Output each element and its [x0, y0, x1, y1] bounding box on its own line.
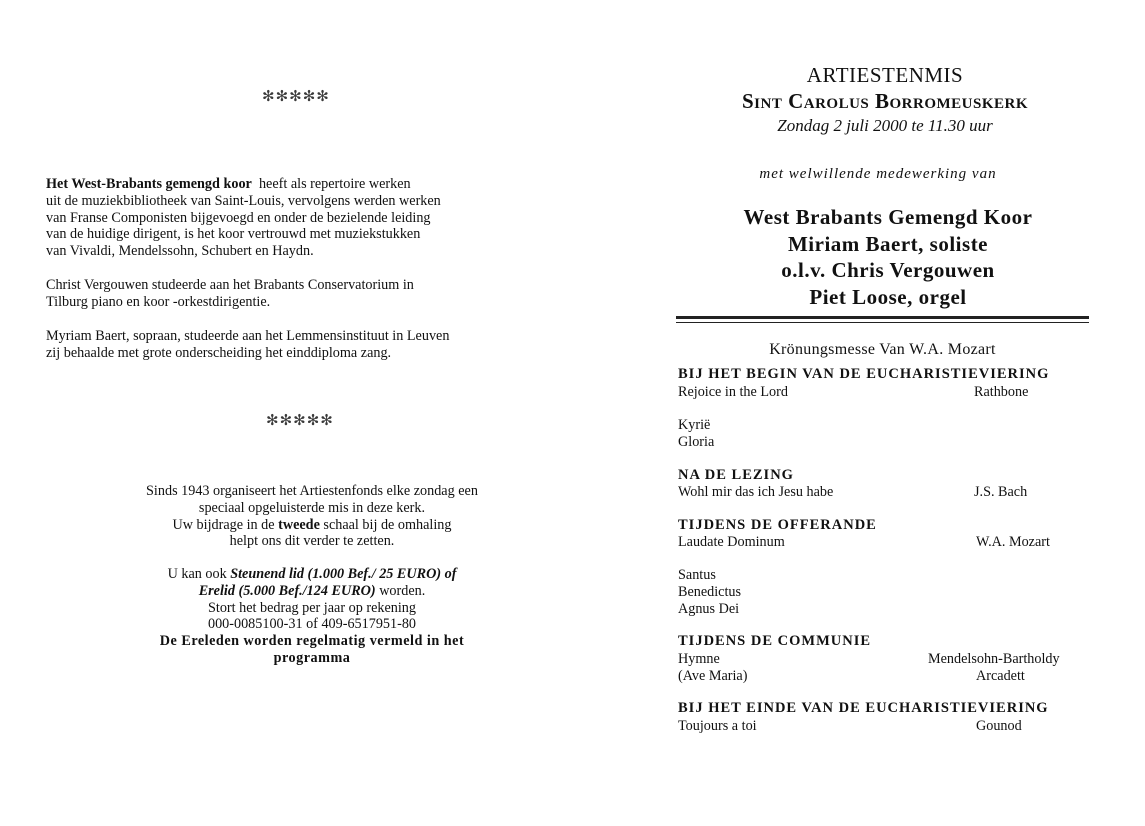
- piece-title: (Ave Maria): [678, 668, 748, 684]
- fund-line-3: [56, 517, 568, 534]
- support-line-2-emph: Erelid (5.000 Bef./124 EURO): [198, 582, 376, 599]
- choir-line-1-text: heeft als repertoire werken: [258, 176, 411, 192]
- mass-title: Krönungsmesse Van W.A. Mozart: [769, 341, 996, 358]
- fund-line-4: helpt ons dit verder te zetten.: [229, 533, 395, 550]
- piece-composer: Rathbone: [974, 384, 1029, 400]
- support-line-2-post: worden.: [375, 582, 426, 599]
- event-date: Zondag 2 juli 2000 te 11.30 uur: [777, 116, 993, 135]
- support-line-1: [56, 566, 568, 583]
- choir-paragraph: [46, 176, 526, 260]
- section-heading-einde: BIJ HET EINDE VAN DE EUCHARISTIEVIERING: [678, 700, 1049, 716]
- piece-title: Santus: [678, 567, 716, 583]
- section-heading-communie: TIJDENS DE COMMUNIE: [678, 633, 872, 649]
- piece-composer: Mendelsohn-Bartholdy: [928, 651, 1060, 667]
- support-line-5: De Ereleden worden regelmatig vermeld in het: [159, 633, 465, 650]
- piece-title: Hymne: [678, 651, 720, 667]
- support-paragraph: [56, 566, 568, 667]
- intro-line: met welwillende medewerking van: [759, 166, 997, 182]
- stars-divider-top: ✻✻✻✻✻: [262, 87, 330, 105]
- piece-title: Toujours a toi: [678, 718, 757, 734]
- fund-line-2: speciaal opgeluisterde mis in deze kerk.: [198, 499, 426, 516]
- choir-line-5: van Vivaldi, Mendelssohn, Schubert en Haydn.: [46, 243, 314, 260]
- performer-conductor: o.l.v. Chris Vergouwen: [781, 258, 995, 282]
- soloist-line-1: Myriam Baert, sopraan, studeerde aan het Lemmensinstituut in Leuven: [46, 328, 450, 344]
- soloist-line-2: zij behaalde met grote onderscheiding het einddiploma zang.: [46, 344, 392, 361]
- section-heading-lezing: NA DE LEZING: [678, 467, 794, 483]
- choir-line-2: uit de muziekbibliotheek van Saint-Louis, vervolgens werden werken: [46, 192, 441, 209]
- support-line-4: 000-0085100-31 of 409-6517951-80: [207, 616, 417, 633]
- piece-title: Kyrië: [678, 417, 711, 433]
- performers-block: [648, 204, 1128, 310]
- piece-title: Laudate Dominum: [678, 534, 785, 550]
- performer-soloist: Miriam Baert, soliste: [787, 231, 989, 256]
- stars-divider-middle: ✻✻✻✻✻: [266, 411, 334, 429]
- fund-paragraph: [56, 483, 568, 550]
- choir-line-3: van Franse Componisten bijgevoegd en onder de bezielende leiding: [46, 209, 431, 226]
- piece-title: Gloria: [678, 434, 715, 450]
- section-heading-begin: BIJ HET BEGIN VAN DE EUCHARISTIEVIERING: [678, 366, 1050, 382]
- church-name: Sint Carolus Borromeuskerk: [741, 89, 1029, 113]
- program-title: ARTIESTENMIS: [806, 63, 964, 87]
- divider-thin: [676, 322, 1089, 323]
- fund-line-3-pre: Uw bijdrage in de: [172, 516, 279, 533]
- performer-organist: Piet Loose, orgel: [809, 284, 967, 309]
- fund-line-3-post: schaal bij de omhaling: [319, 516, 452, 533]
- choir-line-1: [46, 176, 526, 193]
- conductor-line-2: Tilburg piano en koor -orkestdirigentie.: [46, 293, 271, 310]
- support-line-1-pre: U kan ook: [167, 566, 231, 582]
- performer-choir: West Brabants Gemengd Koor: [743, 205, 1033, 229]
- section-heading-offerande: TIJDENS DE OFFERANDE: [678, 517, 877, 533]
- piece-title: Wohl mir das ich Jesu habe: [678, 484, 834, 500]
- piece-composer: J.S. Bach: [974, 484, 1028, 500]
- piece-title: Benedictus: [678, 584, 742, 600]
- choir-line-4: van de huidige dirigent, is het koor vertrouwd met muziekstukken: [46, 226, 421, 243]
- support-line-6: programma: [273, 649, 351, 666]
- conductor-paragraph: [46, 277, 526, 311]
- fund-line-1: Sinds 1943 organiseert het Artiestenfonds elke zondag een: [146, 483, 478, 499]
- support-line-3: Stort het bedrag per jaar op rekening: [207, 599, 416, 616]
- fund-line-3-bold: tweede: [278, 516, 320, 533]
- support-line-2: [56, 583, 568, 600]
- piece-composer: W.A. Mozart: [976, 534, 1050, 550]
- soloist-paragraph: [46, 328, 526, 362]
- conductor-line-1: Christ Vergouwen studeerde aan het Brabants Conservatorium in: [46, 277, 414, 293]
- piece-composer: Arcadett: [976, 668, 1025, 684]
- piece-title: Rejoice in the Lord: [678, 384, 788, 400]
- divider-thick: [676, 316, 1089, 319]
- piece-title: Agnus Dei: [678, 601, 740, 617]
- choir-name: Het West-Brabants gemengd koor: [46, 176, 252, 192]
- piece-composer: Gounod: [976, 718, 1022, 734]
- support-line-1-emph: Steunend lid (1.000 Bef./ 25 EURO) of: [230, 566, 457, 582]
